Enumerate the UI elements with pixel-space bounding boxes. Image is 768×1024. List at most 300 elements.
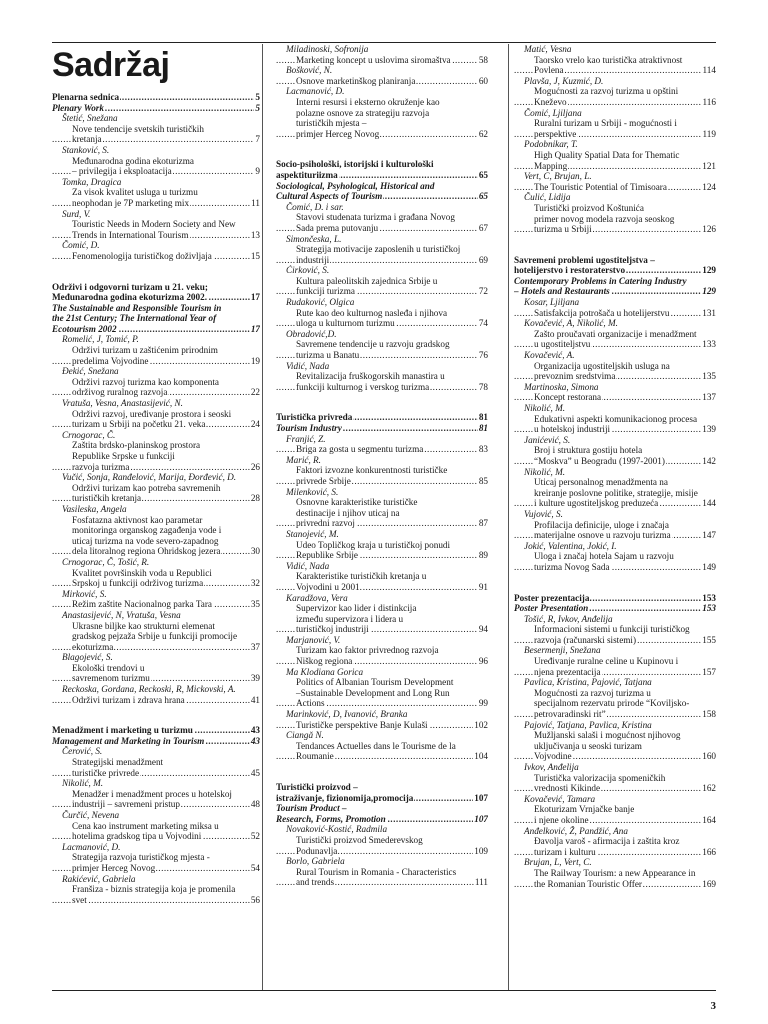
toc-text: Strategija razvoja turističkog mjesta - (72, 852, 210, 863)
toc-author (52, 472, 260, 483)
bottom-rule (52, 990, 716, 991)
toc-text: – Hotels and Restaurants (514, 286, 610, 297)
toc-text: Održivi i odgovorni turizam u 21. veku; (52, 281, 208, 292)
toc-page-number: 124 (702, 181, 716, 192)
toc-entry-title (276, 276, 488, 287)
toc-author (276, 593, 488, 604)
toc-page-number: 76 (478, 350, 488, 361)
toc-text: Vučić, Sonja, Ranđelović, Marija, Đorđević, D. (62, 472, 237, 483)
toc-page-number: 153 (702, 592, 716, 603)
toc-section-heading (514, 255, 716, 266)
toc-text: Turistička valorizacija spomeničkih (534, 772, 666, 783)
toc-entry-title (514, 65, 716, 76)
toc-text: turističke privrede (72, 767, 140, 778)
toc-entry-title (514, 97, 716, 108)
toc-text: Trends in International Tourism (72, 229, 189, 240)
toc-page-number: 104 (474, 751, 488, 762)
toc-entry-title (514, 182, 716, 193)
toc-section (276, 44, 488, 139)
toc-entry-title (52, 166, 260, 177)
toc-section (52, 92, 260, 262)
toc-section (514, 44, 716, 235)
toc-author (52, 504, 260, 515)
toc-text: perspektive (534, 128, 577, 139)
toc-author (514, 467, 716, 478)
toc-text: i njene okoline (534, 814, 589, 825)
toc-entry-title (52, 387, 260, 398)
toc-text: Zašto proučavati organizacije i menadžment (534, 328, 697, 339)
toc-author (52, 589, 260, 600)
toc-text: vrednosti Kikinde (534, 783, 601, 794)
toc-entry-title (276, 465, 488, 476)
toc-section-heading (276, 191, 488, 202)
toc-page-number: 45 (250, 767, 260, 778)
toc-text: turizma u Banatu (296, 350, 360, 361)
toc-author (52, 334, 260, 345)
toc-column-3 (514, 44, 716, 909)
toc-author (276, 234, 488, 245)
toc-page-number: 114 (702, 65, 716, 76)
toc-text: Broj i struktura gostiju hotela (534, 445, 643, 456)
toc-entry-title (514, 161, 716, 172)
toc-page-number: 157 (702, 666, 716, 677)
page-title: Sadržaj (52, 46, 170, 84)
toc-entry-title (276, 751, 488, 762)
toc-text: Za visok kvalitet usluga u turizmu (72, 187, 198, 198)
toc-author (514, 509, 716, 520)
toc-entry-title (276, 55, 488, 66)
toc-text: Vratuša, Vesna, Anastasijević, N. (62, 398, 183, 409)
toc-entry-title (52, 578, 260, 589)
toc-author (276, 709, 488, 720)
toc-entry-title (276, 76, 488, 87)
toc-page-number: 15 (250, 250, 260, 261)
toc-text: Miladinoski, Sofronija (286, 44, 369, 54)
toc-page-number: 9 (255, 166, 260, 177)
toc-page-number: 158 (702, 709, 716, 720)
toc-author (276, 361, 488, 372)
toc-entry-title (52, 345, 260, 356)
toc-entry-title (52, 831, 260, 842)
toc-text: Plenarna sednica (52, 92, 120, 102)
toc-text: Edukativni aspekti komunikacionog procesa (534, 413, 698, 424)
toc-entry-title (276, 571, 488, 582)
toc-text: primjer Herceg Novog (72, 862, 156, 873)
toc-entry-title (52, 695, 260, 706)
toc-text: Faktori izvozne konkurentnosti turističke (296, 465, 448, 476)
toc-text: Fosfatazna aktivnost kao parametar (72, 514, 203, 525)
toc-author (276, 297, 488, 308)
toc-page-number: 87 (478, 518, 488, 529)
toc-entry-title (514, 339, 716, 350)
toc-text: aspektituriizma (276, 169, 338, 180)
toc-entry-title (514, 392, 716, 403)
toc-entry-title (52, 599, 260, 610)
toc-page-number: 7 (255, 134, 260, 145)
toc-author (276, 265, 488, 276)
toc-text: Poster Presentation (514, 603, 589, 614)
toc-page-number: 166 (702, 846, 716, 857)
toc-page-number: 60 (478, 75, 488, 86)
toc-entry-title (514, 361, 716, 372)
toc-entry-title (514, 520, 716, 531)
toc-entry-title (52, 768, 260, 779)
toc-entry-title (514, 445, 716, 456)
toc-section-heading (276, 803, 488, 814)
toc-text: primer novog modela razvoja seoskog (534, 213, 675, 224)
toc-entry-title (514, 55, 716, 66)
toc-page-number: 94 (478, 624, 488, 635)
toc-text: Podobnikar, T. (524, 139, 578, 150)
toc-text: and trends (296, 877, 335, 888)
toc-entry-title (514, 667, 716, 678)
toc-entry-title (52, 789, 260, 800)
toc-entry-title (52, 462, 260, 473)
toc-entry-title (52, 156, 260, 167)
top-rule (52, 42, 716, 43)
toc-text: Blagojević, S. (62, 652, 113, 663)
toc-text: Organizacija ugostiteljskih usluga na (534, 360, 670, 371)
toc-text: Fenomenologija turističkog doživljaja (72, 250, 212, 261)
toc-page-number: 74 (478, 318, 488, 329)
toc-entry-title (514, 635, 716, 646)
toc-section-heading (276, 793, 488, 804)
toc-text: Anđelković, Ž, Pandžić, Ana (524, 825, 628, 836)
toc-text: petrovaradinski rit” (534, 709, 606, 720)
toc-entry-title (514, 751, 716, 762)
toc-entry-title (276, 286, 488, 297)
toc-text: Kneževo (534, 96, 567, 107)
toc-section-heading (52, 736, 260, 747)
toc-entry-title (276, 698, 488, 709)
toc-page-number: 41 (250, 694, 260, 705)
toc-text: prevoznim sredstvima (534, 371, 616, 382)
toc-text: Lacmanović, D. (286, 86, 345, 97)
toc-entry-title (276, 741, 488, 752)
toc-text: Turistička privreda (276, 412, 353, 423)
toc-section-heading (276, 814, 488, 825)
toc-page-number: 52 (250, 831, 260, 842)
toc-text: Ivkov, Anđelija (524, 762, 579, 772)
toc-text: Kovačević, A, Nikolić, M. (524, 318, 618, 329)
toc-author (514, 318, 716, 329)
toc-section-heading (52, 313, 260, 324)
toc-text: Turistički proizvod – (276, 782, 358, 792)
toc-page-number: 24 (250, 419, 260, 430)
toc-text: Turistički proizvod Smederevskog (296, 834, 423, 845)
toc-section-heading (276, 423, 488, 434)
toc-text: Uticaj personalnog menadžmenta na (534, 477, 668, 488)
toc-text: Mogućnosti za razvoj turizma u (534, 687, 651, 698)
toc-text: Održivi turizam u zaštićenim prirodnim (72, 345, 218, 356)
toc-author (514, 403, 716, 414)
toc-page-number: 78 (478, 381, 488, 392)
toc-section-heading (276, 782, 488, 793)
toc-entry-title (514, 656, 716, 667)
toc-text: Zaštita brdsko-planinskog prostora (72, 440, 201, 451)
column-divider (262, 44, 263, 990)
toc-entry-title (514, 329, 716, 340)
toc-entry-title (276, 540, 488, 551)
toc-text: Marić, R. (286, 454, 321, 465)
toc-entry-title (52, 568, 260, 579)
toc-page-number: 139 (702, 424, 716, 435)
toc-text: Vujović, S. (524, 508, 563, 519)
toc-entry-title (52, 230, 260, 241)
toc-entry-title (276, 339, 488, 350)
toc-text: savremenom turizmu (72, 673, 150, 684)
toc-section-heading (276, 181, 488, 192)
toc-entry-title (514, 530, 716, 541)
toc-text: Kovačević, Tamara (524, 793, 596, 804)
toc-text: turizma u Srbiji (534, 224, 592, 235)
toc-entry-title (514, 709, 716, 720)
toc-entry-title (514, 836, 716, 847)
toc-section (514, 593, 716, 890)
toc-text: Vidić, Nada (286, 560, 330, 571)
toc-author (514, 857, 716, 868)
toc-text: Touristic Needs in Modern Society and New (72, 219, 236, 230)
toc-text: Održivi turizam i zdrava hrana (72, 694, 185, 705)
toc-text: uključivanja u seoski turizam (534, 740, 642, 751)
toc-author (52, 557, 260, 568)
toc-entry-title (52, 757, 260, 768)
toc-text: održivog ruralnog razvoja (72, 387, 168, 398)
toc-text: turističkih kretanja (72, 493, 142, 504)
toc-text: –Sustainable Development and Long Run (296, 687, 450, 698)
toc-entry-title (276, 624, 488, 635)
toc-entry-title (514, 783, 716, 794)
toc-page-number: 164 (702, 814, 716, 825)
toc-author (52, 177, 260, 188)
toc-entry-title (276, 720, 488, 731)
toc-section-heading (514, 593, 716, 604)
toc-author (276, 824, 488, 835)
toc-text: Strategijski menadžment (72, 757, 164, 768)
toc-author (514, 614, 716, 625)
toc-section-heading (514, 603, 716, 614)
toc-text: specijalnom rezervatu prirode “Koviljsko- (534, 698, 690, 709)
toc-text: funkciji turizma (296, 286, 355, 297)
toc-text: Udeo Topličkog kraja u turističkoj ponudi (296, 539, 451, 550)
toc-text: Pajović, Tatjana, Pavlica, Kristina (524, 719, 652, 730)
toc-text: Cena kao instrument marketing miksa u (72, 820, 219, 831)
toc-page-number: 109 (474, 845, 488, 856)
toc-text: i kulture ugostiteljskog preduzeća (534, 498, 659, 509)
toc-text: Marinković, D, Ivanović, Branka (286, 709, 408, 720)
toc-author (514, 677, 716, 688)
toc-entry-title (514, 86, 716, 97)
toc-entry-title (514, 477, 716, 488)
toc-page-number: 89 (478, 550, 488, 561)
toc-entry-title (52, 198, 260, 209)
toc-text: Štetić, Snežana (62, 113, 118, 124)
toc-author (514, 794, 716, 805)
toc-author (276, 44, 488, 55)
toc-entry-title (514, 498, 716, 509)
toc-section-heading (52, 725, 260, 736)
toc-entry-title (514, 214, 716, 225)
toc-author (514, 541, 716, 552)
toc-entry-title (514, 815, 716, 826)
toc-page-number: 160 (702, 751, 716, 762)
toc-entry-title (52, 377, 260, 388)
toc-text: hotelijerstvo i restoraterstvo (514, 265, 626, 276)
toc-entry-title (52, 536, 260, 547)
toc-text: Taorsko vrelo kao turistička atraktivnost (534, 54, 683, 65)
toc-section-heading (52, 324, 260, 335)
toc-entry-title (276, 614, 488, 625)
toc-text: turizam i kulturu (534, 846, 596, 857)
toc-entry-title (52, 821, 260, 832)
toc-text: Revitalizacija fruškogorskih manastira u (296, 371, 445, 382)
toc-entry-title (276, 244, 488, 255)
toc-column-1 (52, 44, 260, 925)
toc-text: Osnove marketinškog planiranja (296, 75, 416, 86)
toc-text: Vojvodini u 2001. (296, 581, 362, 592)
toc-text: The Sustainable and Responsible Tourism in (52, 302, 222, 313)
toc-entry-title (276, 656, 488, 667)
toc-text: razvoja (računarski sistemi) (534, 634, 637, 645)
toc-text: Nikolić, M. (524, 403, 566, 413)
toc-text: Tourism Industry (276, 423, 342, 433)
toc-text: Ćirković, S. (286, 265, 330, 276)
toc-text: High Quality Spatial Data for Thematic (534, 149, 680, 160)
toc-author (52, 240, 260, 251)
toc-page-number: 22 (250, 387, 260, 398)
toc-text: Menadžment i marketing u turizmu (52, 725, 193, 736)
toc-page-number: 129 (702, 286, 716, 297)
toc-text: Pavlica, Kristina, Pajović, Tatjana (524, 677, 652, 688)
toc-text: Ekološki trendovi u (72, 662, 145, 673)
toc-entry-title (52, 852, 260, 863)
toc-author (276, 65, 488, 76)
toc-entry-title (276, 308, 488, 319)
toc-text: Karakteristike turističkih kretanja u (296, 571, 427, 582)
toc-page-number: 37 (250, 641, 260, 652)
toc-page-number: 162 (702, 783, 716, 794)
toc-page-number: 85 (478, 475, 488, 486)
toc-text: Cultural Aspects of Tourism (276, 191, 383, 202)
toc-entry-title (276, 97, 488, 108)
toc-page-number: 5 (255, 92, 260, 102)
toc-text: Čomić, D. i sar. (286, 201, 344, 212)
toc-entry-title (514, 371, 716, 382)
toc-entry-title (514, 879, 716, 890)
toc-text: Ukrasne biljke kao strukturni elemenat (72, 620, 215, 631)
toc-text: Borlo, Gabriela (286, 856, 345, 867)
toc-page-number: 126 (702, 224, 716, 235)
toc-text: ekoturizma (72, 641, 114, 652)
toc-text: Turizam kao faktor privrednog razvoja (296, 645, 439, 656)
toc-entry-title (276, 688, 488, 699)
toc-entry-title (276, 350, 488, 361)
toc-text: Interni resursi i eksterno okruženje kao (296, 96, 440, 107)
toc-page-number: 30 (250, 546, 260, 557)
toc-page-number: 32 (250, 578, 260, 589)
toc-author (276, 635, 488, 646)
toc-page-number: 155 (702, 634, 716, 645)
toc-text: Nikolić, M. (524, 466, 566, 477)
toc-text: Stanković, S. (62, 144, 110, 155)
toc-page-number: 144 (702, 498, 716, 509)
toc-author (276, 856, 488, 867)
toc-author (514, 382, 716, 393)
toc-text: Bošković, N. (286, 65, 333, 76)
toc-text: materijalne osnove u razvoju turizma (534, 530, 671, 541)
toc-entry-title (52, 525, 260, 536)
toc-text: Supervizor kao lider i distinkcija (296, 603, 417, 614)
toc-author (514, 192, 716, 203)
toc-entry-title (52, 187, 260, 198)
toc-text: Podunavlja (296, 845, 338, 856)
toc-text: turističkoj industriji (296, 624, 369, 635)
toc-author (52, 746, 260, 757)
toc-text: Janićević, S. (524, 434, 571, 445)
toc-entry-title (276, 371, 488, 382)
toc-entry-title (514, 424, 716, 435)
column-divider (508, 44, 509, 990)
toc-page-number: 147 (702, 530, 716, 541)
toc-text: The Railway Tourism: a new Appearance in (534, 867, 696, 878)
toc-text: Lacmanović, D. (62, 841, 121, 852)
toc-author (514, 350, 716, 361)
toc-text: gradskog pejzaža Srbije u funkciji promocije (72, 631, 238, 642)
toc-text: Uloga i značaj hotela Sajam u razvoju (534, 551, 674, 562)
toc-text: Nikolić, M. (62, 778, 104, 789)
toc-text: funkciji kulturnog i verskog turizma (296, 381, 430, 392)
toc-text: Savremene tendencije u razvoju gradskog (296, 339, 450, 350)
toc-text: Novaković-Kostić, Radmila (286, 824, 388, 835)
toc-section (276, 159, 488, 392)
toc-author (514, 76, 716, 87)
toc-entry-title (276, 118, 488, 129)
toc-entry-title (276, 645, 488, 656)
toc-text: Roumanie (296, 751, 334, 762)
toc-entry-title (52, 356, 260, 367)
toc-entry-title (276, 835, 488, 846)
toc-text: uticaj turizma na vode severo-zapadnog (72, 535, 219, 546)
toc-section-heading (276, 159, 488, 170)
toc-text: Martinoska, Simona (524, 381, 599, 392)
toc-page-number: 5 (255, 102, 260, 113)
toc-page-number: 135 (702, 371, 716, 382)
toc-entry-title (52, 673, 260, 684)
toc-text: Rakićević, Gabriela (62, 873, 136, 884)
toc-page-number: 129 (702, 265, 716, 276)
toc-text: Stavovi studenata turizma i građana Novog (296, 212, 455, 223)
toc-text: kreiranje poslovne politike, strategije, misije (534, 487, 698, 498)
toc-page-number: 131 (702, 307, 716, 318)
toc-text: njena prezentacija (534, 666, 601, 677)
toc-text: Franjić, Z. (286, 433, 326, 444)
toc-text: Rural Tourism in Romania - Characteristics (296, 866, 457, 877)
toc-page-number: 65 (478, 191, 488, 202)
toc-text: Milenković, S. (286, 486, 339, 497)
toc-section (514, 255, 716, 573)
toc-entry-title (52, 631, 260, 642)
toc-text: dela litoralnog regiona Ohridskog jezera (72, 546, 221, 557)
toc-entry-title (52, 895, 260, 906)
toc-text: destinacije i njihov uticaj na (296, 507, 400, 518)
toc-text: industriji (296, 254, 330, 265)
toc-entry-title (514, 773, 716, 784)
toc-text: Republike Srbije (296, 550, 359, 561)
toc-text: Obradović,D. (286, 328, 337, 339)
toc-text: turizma Novog Sada (534, 561, 610, 572)
toc-text: Strategija motivacije zaposlenih u turističkoj (296, 244, 461, 255)
toc-entry-title (52, 219, 260, 230)
